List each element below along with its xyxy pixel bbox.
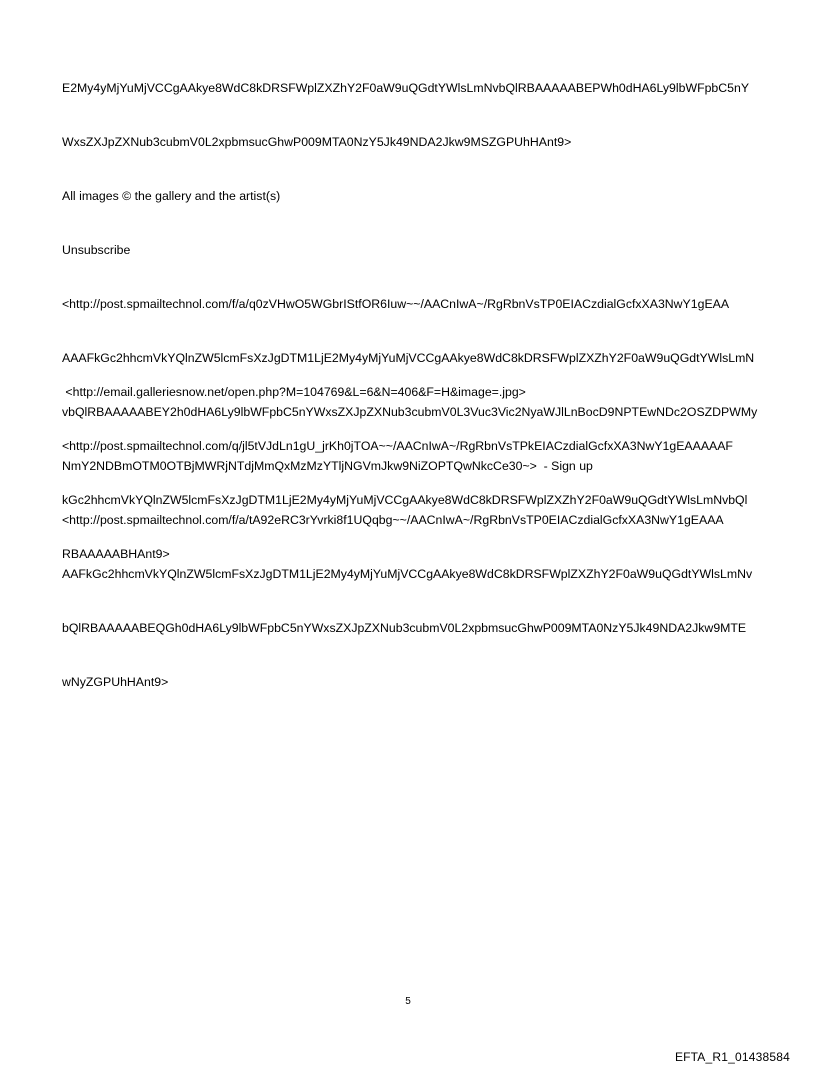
tracker-url-line: kGc2hhcmVkYQlnZW5lcmFsXzJgDTM1LjE2My4yMjYuMjVCCgAAkye8WdC8kDRSFWplZXZhY2F0aW9uQGdtYWlsLmNvbQl bbox=[62, 493, 748, 507]
signup-url-line: bQlRBAAAAABEQGh0dHA6Ly9lbWFpbC5nYWxsZXJpZXNub3cubmV0L2xpbmsucGhwP009MTA0NzY5Jk49NDA2Jkw9MTE bbox=[62, 621, 747, 635]
signup-url-line: AAFkGc2hhcmVkYQlnZW5lcmFsXzJgDTM1LjE2My4yMjYuMjVCCgAAkye8WdC8kDRSFWplZXZhY2F0aW9uQGdtYWlsLmNv bbox=[62, 567, 753, 581]
tracking-url-line: E2My4yMjYuMjVCCgAAkye8WdC8kDRSFWplZXZhY2F0aW9uQGdtYWlsLmNvbQlRBAAAAABEPWh0dHA6Ly9lbWFpbC5nY bbox=[62, 81, 750, 95]
unsubscribe-url-line: AAAFkGc2hhcmVkYQlnZW5lcmFsXzJgDTM1LjE2My4yMjYuMjVCCgAAkye8WdC8kDRSFWplZXZhY2F0aW9uQGdtYWlsLmN bbox=[62, 351, 755, 365]
unsubscribe-url-line: <http://post.spmailtechnol.com/f/a/q0zVHwO5WGbrIStfOR6Iuw~~/AACnIwA~/RgRbnVsTP0EIACzdialGcfxXA3NwY1gEAA bbox=[62, 297, 730, 311]
unsubscribe-url-line: NmY2NDBmOTM0OTBjMWRjNTdjMmQxMzMzYTljNGVmJkw9NiZOPTQwNkcCe30~> - Sign up bbox=[62, 459, 593, 473]
tracking-url-line: WxsZXJpZXNub3cubmV0L2xpbmsucGhwP009MTA0NzY5Jk49NDA2Jkw9MSZGPUhHAnt9> bbox=[62, 135, 572, 149]
tracker-url-line: RBAAAAABHAnt9> bbox=[62, 547, 170, 561]
tracker-url-line: <http://post.spmailtechnol.com/q/jl5tVJdLn1gU_jrKh0jTOA~~/AACnIwA~/RgRbnVsTPkEIACzdialGcfxXA3NwY1gEAAAAAF bbox=[62, 439, 733, 453]
copyright-notice: All images © the gallery and the artist(s) bbox=[62, 189, 281, 203]
document-id: EFTA_R1_01438584 bbox=[674, 1050, 790, 1064]
unsubscribe-url-line: vbQlRBAAAAABEY2h0dHA6Ly9lbWFpbC5nYWxsZXJpZXNub3cubmV0L3Vuc3Vic2NyaWJlLnBocD9NPTEwNDc2OSZDPWMy bbox=[62, 405, 758, 419]
page-number: 5 bbox=[405, 996, 411, 1007]
unsubscribe-label: Unsubscribe bbox=[62, 243, 131, 257]
open-image-url: <http://email.galleriesnow.net/open.php?M=104769&L=6&N=406&F=H&image=.jpg> bbox=[62, 385, 526, 399]
signup-url-line: wNyZGPUhHAnt9> bbox=[62, 675, 169, 689]
signup-url-line: <http://post.spmailtechnol.com/f/a/tA92eRC3rYvrki8f1UQqbg~~/AACnIwA~/RgRbnVsTP0EIACzdialGcfxXA3NwY1gEAAA bbox=[62, 513, 724, 527]
tracking-pixel-text bbox=[62, 347, 774, 581]
